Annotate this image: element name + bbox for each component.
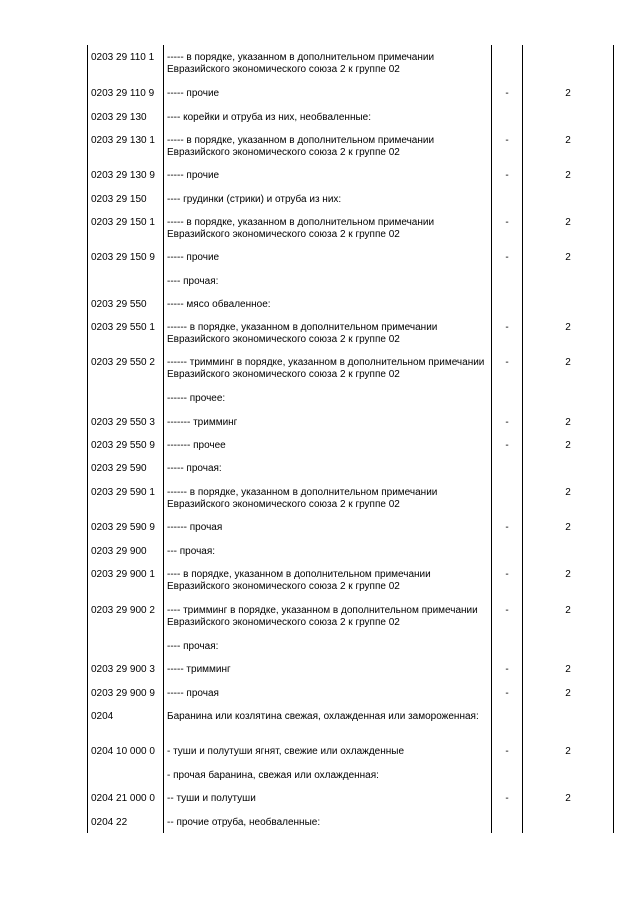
tariff-code: 0203 29 900 1 xyxy=(91,569,155,580)
goods-description: ---- прочая: xyxy=(167,641,219,652)
supplementary-unit: - xyxy=(505,793,509,804)
tariff-code: 0203 29 550 3 xyxy=(91,417,155,428)
supplementary-unit: - xyxy=(505,569,509,580)
duty-rate: 2 xyxy=(565,522,571,533)
goods-description: ---- в порядке, указанном в дополнительном примечании Евразийского экономического союза 2 к группе 02 xyxy=(167,569,431,592)
supplementary-unit: - xyxy=(505,135,509,146)
tariff-code: 0203 29 130 9 xyxy=(91,170,155,181)
duty-rate: 2 xyxy=(565,170,571,181)
tariff-code: 0203 29 550 2 xyxy=(91,357,155,368)
goods-description: ------- тримминг xyxy=(167,417,238,428)
tariff-code: 0203 29 900 3 xyxy=(91,664,155,675)
goods-description: ------- прочее xyxy=(167,440,226,451)
goods-description: ----- прочие xyxy=(167,170,220,181)
column-divider xyxy=(491,45,492,833)
duty-rate: 2 xyxy=(565,569,571,580)
tariff-code: 0203 29 150 1 xyxy=(91,217,155,228)
duty-rate: 2 xyxy=(565,487,571,498)
duty-rate: 2 xyxy=(565,252,571,263)
tariff-code: 0203 29 590 xyxy=(91,463,147,474)
goods-description: - туши и полутуши ягнят, свежие или охлажденные xyxy=(167,746,405,757)
tariff-code: 0204 xyxy=(91,711,114,722)
supplementary-unit: - xyxy=(505,664,509,675)
duty-rate: 2 xyxy=(565,440,571,451)
column-divider xyxy=(522,45,523,833)
goods-description: ------ в порядке, указанном в дополнительном примечании Евразийского экономического союза 2 к группе 02 xyxy=(167,322,438,345)
goods-description: ---- грудинки (стрики) и отруба из них: xyxy=(167,194,342,205)
goods-description: ----- в порядке, указанном в дополнительном примечании Евразийского экономического союза 2 к группе 02 xyxy=(167,135,435,158)
goods-description: ----- прочие xyxy=(167,88,220,99)
tariff-code: 0203 29 590 9 xyxy=(91,522,155,533)
goods-description: -- прочие отруба, необваленные: xyxy=(167,817,321,828)
duty-rate: 2 xyxy=(565,793,571,804)
tariff-code: 0203 29 130 xyxy=(91,112,147,123)
duty-rate: 2 xyxy=(565,688,571,699)
supplementary-unit: - xyxy=(505,252,509,263)
goods-description: ------ тримминг в порядке, указанном в дополнительном примечании Евразийского экономического союза 2 к группе 02 xyxy=(167,357,485,380)
tariff-code: 0203 29 150 9 xyxy=(91,252,155,263)
tariff-code: 0203 29 150 xyxy=(91,194,147,205)
supplementary-unit: - xyxy=(505,688,509,699)
supplementary-unit: - xyxy=(505,217,509,228)
goods-description: ------ прочее: xyxy=(167,393,226,404)
supplementary-unit: - xyxy=(505,170,509,181)
tariff-code: 0203 29 110 9 xyxy=(91,88,155,99)
goods-description: ---- корейки и отруба из них, необваленные: xyxy=(167,112,371,123)
column-divider xyxy=(613,45,614,833)
supplementary-unit: - xyxy=(505,605,509,616)
tariff-code: 0203 29 550 9 xyxy=(91,440,155,451)
goods-description: -- туши и полутуши xyxy=(167,793,256,804)
goods-description: ----- прочие xyxy=(167,252,220,263)
goods-description: ----- мясо обваленное: xyxy=(167,299,271,310)
goods-description: ----- в порядке, указанном в дополнительном примечании Евразийского экономического союза 2 к группе 02 xyxy=(167,217,435,240)
tariff-code: 0204 21 000 0 xyxy=(91,793,155,804)
tariff-code: 0203 29 590 1 xyxy=(91,487,155,498)
column-divider xyxy=(87,45,88,833)
duty-rate: 2 xyxy=(565,88,571,99)
tariff-code: 0203 29 110 1 xyxy=(91,52,155,63)
goods-description: ----- прочая xyxy=(167,688,219,699)
supplementary-unit: - xyxy=(505,746,509,757)
duty-rate: 2 xyxy=(565,357,571,368)
tariff-code: 0204 22 xyxy=(91,817,128,828)
supplementary-unit: - xyxy=(505,357,509,368)
supplementary-unit: - xyxy=(505,417,509,428)
goods-description: ---- тримминг в порядке, указанном в дополнительном примечании Евразийского экономического союза 2 к группе 02 xyxy=(167,605,478,628)
goods-description: ------ прочая xyxy=(167,522,223,533)
tariff-code: 0203 29 550 1 xyxy=(91,322,155,333)
supplementary-unit: - xyxy=(505,322,509,333)
supplementary-unit: - xyxy=(505,522,509,533)
tariff-code: 0204 10 000 0 xyxy=(91,746,155,757)
duty-rate: 2 xyxy=(565,217,571,228)
goods-description: Баранина или козлятина свежая, охлажденная или замороженная: xyxy=(167,711,479,722)
duty-rate: 2 xyxy=(565,322,571,333)
tariff-code: 0203 29 130 1 xyxy=(91,135,155,146)
duty-rate: 2 xyxy=(565,746,571,757)
goods-description: ----- тримминг xyxy=(167,664,231,675)
duty-rate: 2 xyxy=(565,605,571,616)
duty-rate: 2 xyxy=(565,664,571,675)
duty-rate: 2 xyxy=(565,417,571,428)
column-divider xyxy=(163,45,164,833)
tariff-code: 0203 29 550 xyxy=(91,299,147,310)
supplementary-unit: - xyxy=(505,440,509,451)
goods-description: ------ в порядке, указанном в дополнительном примечании Евразийского экономического союза 2 к группе 02 xyxy=(167,487,438,510)
goods-description: ----- в порядке, указанном в дополнительном примечании Евразийского экономического союза 2 к группе 02 xyxy=(167,52,435,75)
goods-description: - прочая баранина, свежая или охлажденная: xyxy=(167,770,379,781)
duty-rate: 2 xyxy=(565,135,571,146)
tariff-code: 0203 29 900 9 xyxy=(91,688,155,699)
goods-description: ----- прочая: xyxy=(167,463,222,474)
tariff-code: 0203 29 900 2 xyxy=(91,605,155,616)
supplementary-unit: - xyxy=(505,88,509,99)
tariff-code: 0203 29 900 xyxy=(91,546,147,557)
goods-description: ---- прочая: xyxy=(167,276,219,287)
goods-description: --- прочая: xyxy=(167,546,216,557)
